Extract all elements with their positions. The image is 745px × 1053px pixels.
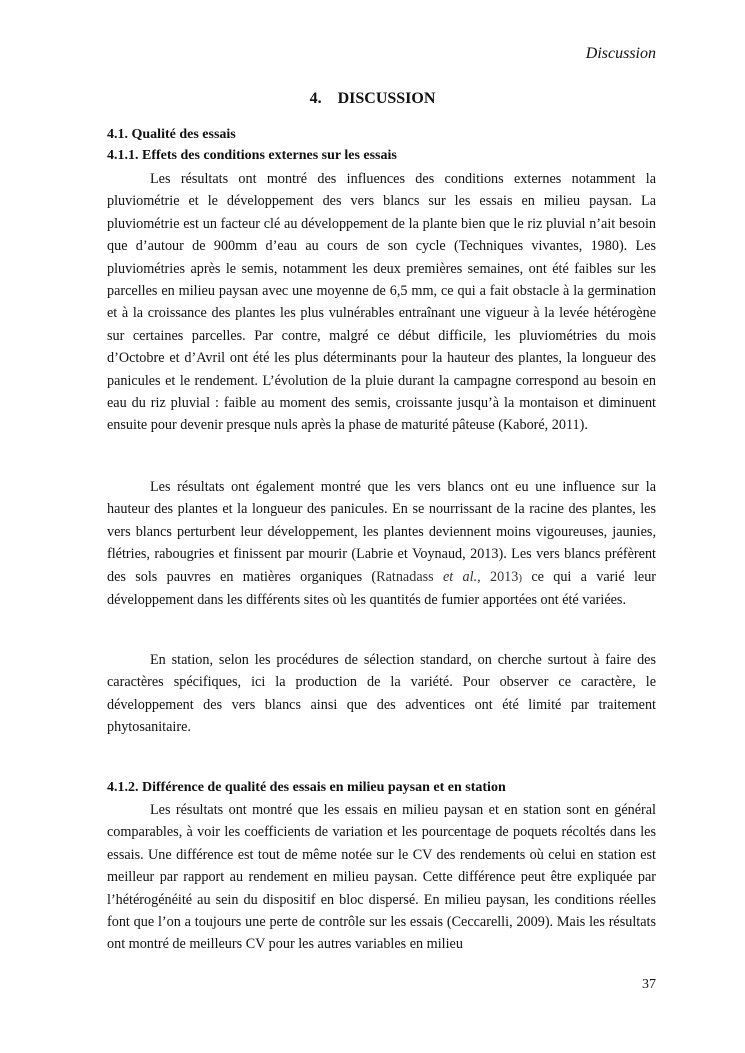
section-heading-4-1-1: 4.1.1. Effets des conditions externes sur les essais [107, 148, 397, 163]
citation-year: 2013 [489, 568, 519, 585]
section-heading-4-1: 4.1. Qualité des essais [107, 127, 236, 142]
paragraph-white-grubs-text: Les résultats ont également montré que les vers blancs ont eu une influence sur la hauteur des plantes et la longueur des panicules. En se nourrissant de la racine des plantes, les vers blancs perturbent leur développement, les plantes deviennent moins vigoureuses, jaunies, flétries, rabougries et finissent par mourir (Labrie et Voynaud, 2013). Les vers blancs préfèrent des sols pauvres en matières organiques ( [107, 479, 656, 585]
paragraph-quality-difference: Les résultats ont montré que les essais en milieu paysan et en station sont en général comparables, à voir les coefficients de variation et les pourcentage de poquets récoltés dans les essais. Une différence est tout de même notée sur le CV des rendements où celui en station est meilleur par rapport au rendement en milieu paysan. Cette différence peut être expliquée par l’hétérogénéité au sein du dispositif en bloc dispersé. En milieu paysan, les conditions réelles font que l’on a toujours une perte de contrôle sur les essais (Ceccarelli, 2009). Mais les résultats ont montré de meilleurs CV pour les autres variables en milieu [107, 802, 656, 953]
page-number: 37 [642, 977, 656, 992]
paragraph-external-conditions: Les résultats ont montré des influences des conditions externes notamment la pluviométrie et le développement des vers blancs sur les essais en milieu paysan. La pluviométrie est un facteur clé au développement de la plante bien que le riz pluvial n’ait besoin que d’autour de 900mm d’eau au cours de son cycle (Techniques vivantes, 1980). Les pluviométries après le semis, notamment les deux premières semaines, ont été faibles sur les parcelles en milieu paysan avec une moyenne de 6,5 mm, ce qui a fait obstacle à la germination et à la croissance des plantes les plus vulnérables entraînant une vigueur à la levée hétérogène sur certaines parcelles. Par contre, malgré ce début difficile, les pluviométries du mois d’Octobre et d’Avril ont été les plus déterminants pour la hauteur des plantes, la longueur des panicules et le rendement. L’évolution de la pluie durant la campagne correspond au besoin en eau du riz pluvial : faible au moment des semis, croissante jusqu’à la montaison et diminuent ensuite pour devenir presque nuls après la phase de maturité pâteuse (Kaboré, 2011). [107, 171, 656, 434]
chapter-title [0, 89, 745, 109]
citation-et-al: et al., [442, 568, 481, 585]
paragraph-white-grubs [107, 476, 656, 611]
paragraph-white-grubs-text-end: ce qui a varié leur développement dans les différents sites où les quantités de fumier apportées ont été variées. [107, 568, 657, 609]
chapter-title-text: DISCUSSION [337, 90, 436, 107]
paragraph-station: En station, selon les procédures de sélection standard, on cherche surtout à faire des caractères spécifiques, ici la production de la variété. Pour observer ce caractère, le développement des vers blancs ainsi que des adventices ont été limité par traitement phytosanitaire. [107, 652, 656, 736]
citation-author: Ratnadass [376, 568, 434, 585]
citation-close: ) [518, 571, 523, 584]
citation-ratnadass [376, 569, 522, 585]
chapter-number: 4. [309, 90, 322, 107]
running-header: Discussion [585, 45, 656, 62]
section-heading-4-1-2: 4.1.2. Différence de qualité des essais en milieu paysan et en station [107, 780, 506, 795]
